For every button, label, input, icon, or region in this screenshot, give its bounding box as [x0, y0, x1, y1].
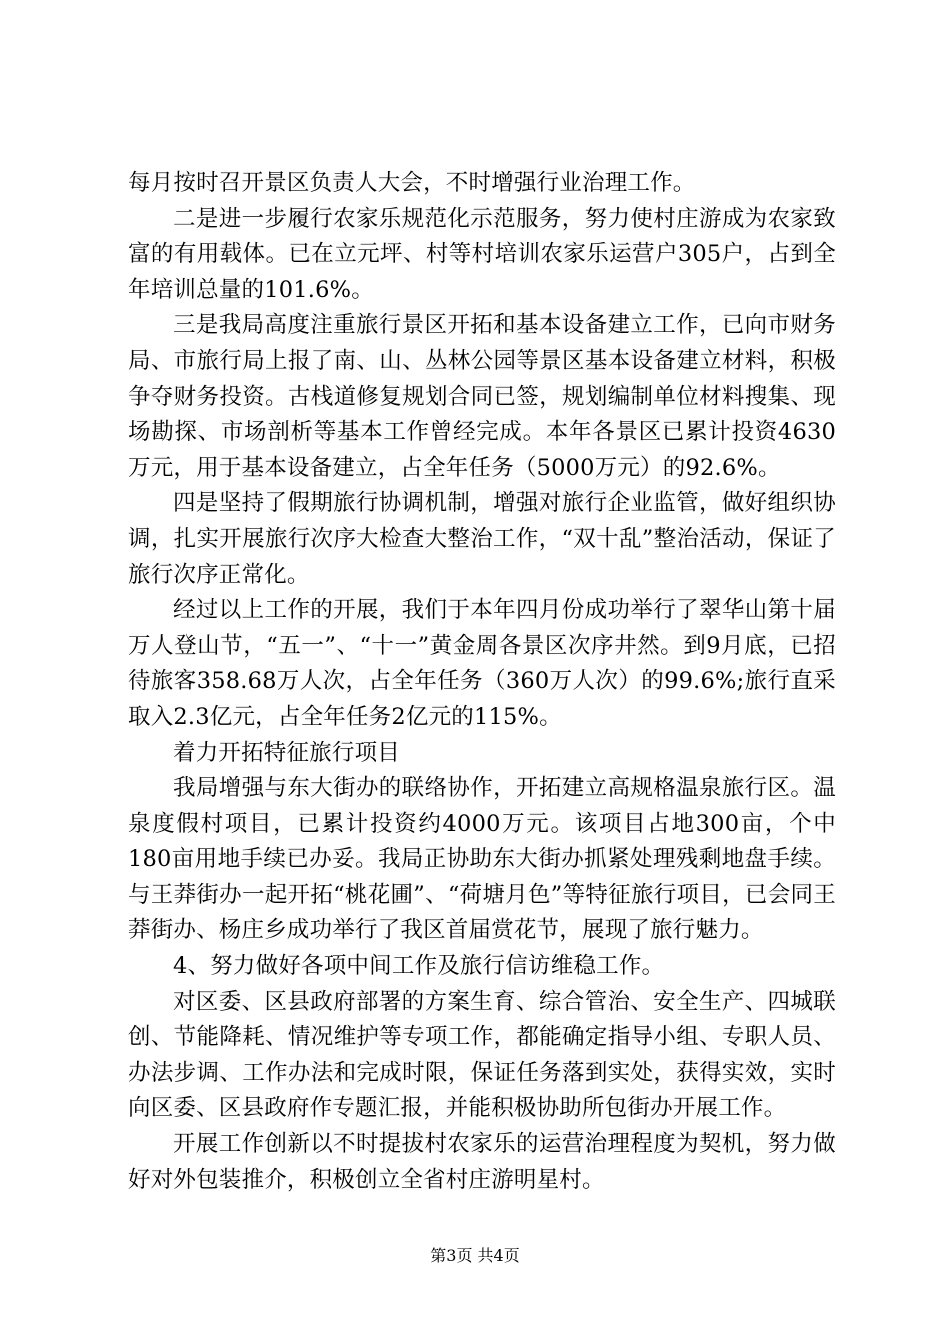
paragraph-4: 四是坚持了假期旅行协调机制，增强对旅行企业监管，做好组织协调，扎实开展旅行次序大检查大整治工作，“双十乱”整治活动，保证了旅行次序正常化。 — [128, 490, 836, 588]
page-number-footer: 第3页 共4页 — [430, 1246, 520, 1265]
paragraph-1: 每月按时召开景区负责人大会，不时增强行业治理工作。 — [128, 170, 696, 196]
paragraph-7: 我局增强与东大街办的联络协作，开拓建立高规格温泉旅行区。温泉度假村项目，已累计投资约4000万元。该项目占地300亩，个中180亩用地手续已办妥。我局正协助东大街办抓紧处理残剩地盘手续。与王莽街办一起开拓“桃花圃”、“荷塘月色”等特征旅行项目，已会同王莽街办、杨庄乡成功举行了我区首届赏花节，展现了旅行魅力。 — [128, 775, 836, 944]
paragraph-9: 对区委、区县政府部署的方案生育、综合管治、安全生产、四城联创、节能降耗、情况维护等专项工作，都能确定指导小组、专职人员、办法步调、工作办法和完成时限，保证任务落到实处，获得实效，实时向区委、区县政府作专题汇报，并能积极协助所包街办开展工作。 — [128, 988, 836, 1122]
numbered-heading: 4、努力做好各项中间工作及旅行信访维稳工作。 — [173, 953, 665, 980]
paragraph-3: 三是我局高度注重旅行景区开拓和基本设备建立工作，已向市财务局、市旅行局上报了南、山、丛林公园等景区基本设备建立材料，积极争夺财务投资。古栈道修复规划合同已签，规划编制单位材料搜集、现场勘探、市场剖析等基本工作曾经完成。本年各景区已累计投资4630万元，用于基本设备建立，占全年任务（5000万元）的92.6%。 — [128, 312, 836, 481]
section-heading: 着力开拓特征旅行项目 — [173, 739, 401, 766]
document-body — [128, 166, 836, 1198]
paragraph-10: 开展工作创新以不时提拔村农家乐的运营治理程度为契机，努力做好对外包装推介，积极创立全省村庄游明星村。 — [128, 1131, 836, 1193]
paragraph-5: 经过以上工作的开展，我们于本年四月份成功举行了翠华山第十届万人登山节，“五一”、“十一”黄金周各景区次序井然。到9月底，已招待旅客358.68万人次，占全年任务（360万人次）的99.6%;旅行直采取入2.3亿元，占全年任务2亿元的115%。 — [128, 597, 836, 730]
paragraph-2: 二是进一步履行农家乐规范化示范服务，努力使村庄游成为农家致富的有用载体。已在立元坪、村等村培训农家乐运营户305户，占到全年培训总量的101.6%。 — [128, 205, 836, 303]
